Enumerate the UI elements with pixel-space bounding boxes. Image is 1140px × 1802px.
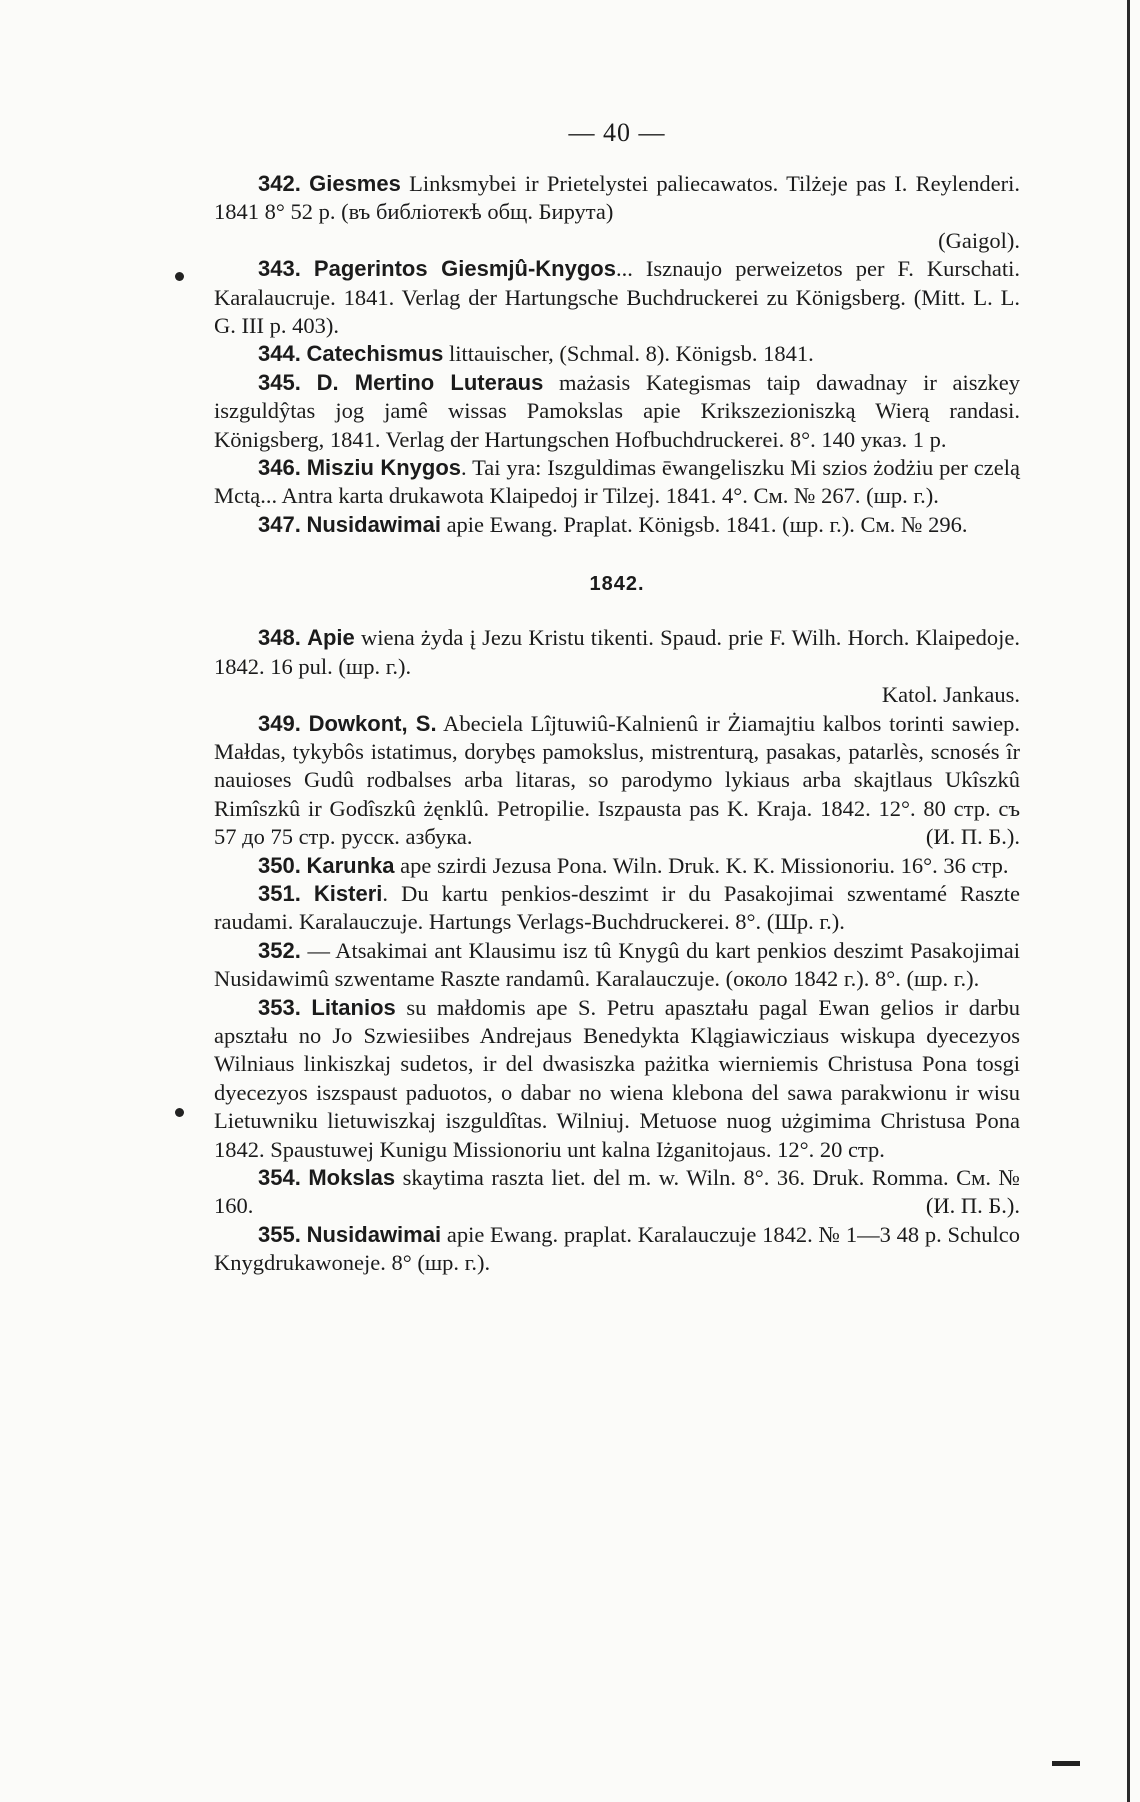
entry-text: — Atsakimai ant Klausimu isz tû Knygû du kart penkios deszimt Pasakojimai Nusidawimû szwentame Raszte randamû. Karalauczuje. (около 1842 г.). 8°. (шр. г.). [214, 937, 1020, 992]
entry-title: Mokslas [308, 1165, 396, 1190]
entry-number: 350. [258, 852, 301, 878]
margin-dot-mark [175, 272, 184, 281]
entry-source: (И. П. Б.). [925, 1193, 1020, 1219]
entry-number: 344. [258, 341, 301, 367]
entry-number: 354. [258, 1165, 301, 1190]
entry-list-1842 [214, 624, 1020, 1277]
entry-number: 355. [258, 1221, 301, 1247]
page-edge-line [1127, 0, 1130, 1802]
bibliography-entry [214, 624, 1020, 681]
entry-number: 345. [258, 369, 301, 395]
entry-title: D. Mertino Luteraus [316, 369, 544, 395]
entry-source: (Gaigol). [938, 227, 1020, 253]
entry-source: (И. П. Б.). [925, 824, 1020, 850]
margin-dot-mark [175, 1108, 184, 1117]
entry-title: Catechismus [306, 341, 444, 367]
entry-text: mażasis Kategismas taip dawadnay ir aiszkey iszguldŷtas jog jamê wissas Pamokslas apie Krikszezioniszką Wierą randasi. Königsberg, 1841. Verlag der Hartungschen Hofbuchdruckerei. 8°. 140 указ. 1 p. [214, 369, 1021, 452]
entry-number: 351. [258, 880, 301, 906]
entry-number: 353. [258, 994, 301, 1020]
entry-text: apie Ewang. praplat. Karalauczuje 1842. № 1—3 48 p. Schulco Knygdrukawoneje. 8° (шр. г.). [214, 1221, 1021, 1276]
entry-title: Karunka [306, 852, 395, 878]
entry-title: Misziu Knygos [306, 455, 462, 481]
bibliography-entry [214, 454, 1020, 511]
bibliography-entry [214, 369, 1020, 454]
entry-text: skaytima raszta liet. del m. w. Wiln. 8°. 36. Druk. Romma. См. № 160. [214, 1165, 1021, 1219]
entry-title: Nusidawimai [306, 1221, 442, 1247]
bibliography-entry [214, 511, 1020, 539]
entry-text: ... Isznaujo perweizetos per F. Kurschati. Karalaucruje. 1841. Verlag der Hartungsche Buchdruckerei zu Königsberg. (Mitt. L. L. G. III p. 403). [214, 256, 1021, 339]
entry-number: 352. [258, 937, 301, 963]
entry-text: . Tai yra: Iszguldimas ēwangeliszku Mi szios żodżiu per czelą Mctą... Antra karta drukawota Klaipedoj ir Tilzej. 1841. 4°. См. № 267. (шр. г.). [214, 455, 1020, 509]
entry-text: su małdomis ape S. Petru apaształu pagal Ewan gelios ir darbu apształu no Jo Szwiesiibes Andrejaus Benedykta Klągiawicziaus wiskupa dyecezyos Wilniaus linkiszkaj sudetos, ir del dwasiszka pażitka wierniemis Christusa Pona tosgi dyecezyos iszspaust paduotos, o dabar no wiena klebona del sawa parakwionu ir wisu Lietuwniku lietuwiszkaj iszguldîtas. Wilniuj. Metuose nuog użgimima Christusa Pona 1842. Spaustuwej Kunigu Missionoriu unt kalna Iżganitojaus. 12°. 20 стр. [214, 994, 1020, 1162]
page-number: — 40 — [568, 118, 666, 147]
bibliography-entry [214, 710, 1020, 852]
entry-title: Kisteri [313, 880, 383, 906]
entry-text: Linksmybei ir Prietelystei paliecawatos. Tilżeje pas I. Reylenderi. 1841 8° 52 p. (въ библiотекѣ общ. Бирута) [214, 171, 1020, 225]
entry-text: ape szirdi Jezusa Pona. Wiln. Druk. K. K. Missionoriu. 16°. 36 стр. [394, 852, 1009, 878]
entry-title: Nusidawimai [306, 511, 441, 537]
bibliography-entry [214, 937, 1020, 994]
entry-title: Giesmes [309, 171, 401, 196]
bibliography-entry [214, 170, 1020, 227]
document-page [214, 118, 1020, 1278]
bibliography-entry [214, 340, 1020, 368]
entry-title: Litanios [311, 994, 396, 1020]
entry-number: 349. [258, 710, 301, 736]
bibliography-entry [214, 852, 1020, 880]
year-heading: 1842. [589, 573, 645, 596]
entry-title: Apie [307, 625, 355, 651]
entry-text: littauischer, (Schmal. 8). Königsb. 1841. [443, 341, 814, 367]
corner-mark [1052, 1761, 1080, 1766]
bibliography-entry [214, 994, 1020, 1164]
entry-title: Pagerintos Giesmjû-Knygos [313, 256, 616, 282]
entry-text: Abeciela Lîjtuwiû-Kalnienû ir Żiamajtiu kalbos torinti sawiep. Małdas, tykybôs istatimus, dorybęs pamokslus, mistrenturą, pasakas, patarlès, scnosés îr nauioses Gudû rodbalses arba litaras, so parodymo lykiaus arba skajtlaus Ukîszkû Rimîszkû ir Godîszkû żęnklû. Petropilie. Iszpausta pas K. Kraja. 1842. 12°. 80 стр. съ 57 до 75 стр. русск. азбука. [214, 710, 1021, 850]
entry-text: apie Ewang. Praplat. Königsb. 1841. (шр. г.). См. № 296. [440, 511, 968, 537]
entry-title: Dowkont, S. [308, 710, 437, 736]
entry-text: . Du kartu penkios-deszimt ir du Pasakojimai szwentamé Raszte raudami. Karalauczuje. Hartungs Verlags-Buchdruckerei. 8°. (Шр. г.). [214, 880, 1020, 935]
bibliography-entry [214, 880, 1020, 937]
entry-list-1841 [214, 170, 1020, 539]
bibliography-entry [214, 255, 1020, 340]
entry-number: 346. [258, 455, 301, 481]
entry-source: Katol. Jankaus. [881, 682, 1020, 708]
entry-text: wiena żyda į Jezu Kristu tikenti. Spaud. prie F. Wilh. Horch. Klaipedoje. 1842. 16 pul. (шр. г.). [214, 625, 1021, 679]
entry-number: 343. [258, 256, 301, 282]
entry-number: 348. [258, 625, 301, 651]
bibliography-entry [214, 1164, 1020, 1221]
bibliography-entry [214, 1221, 1020, 1278]
entry-number: 342. [258, 171, 301, 196]
entry-number: 347. [258, 511, 301, 537]
